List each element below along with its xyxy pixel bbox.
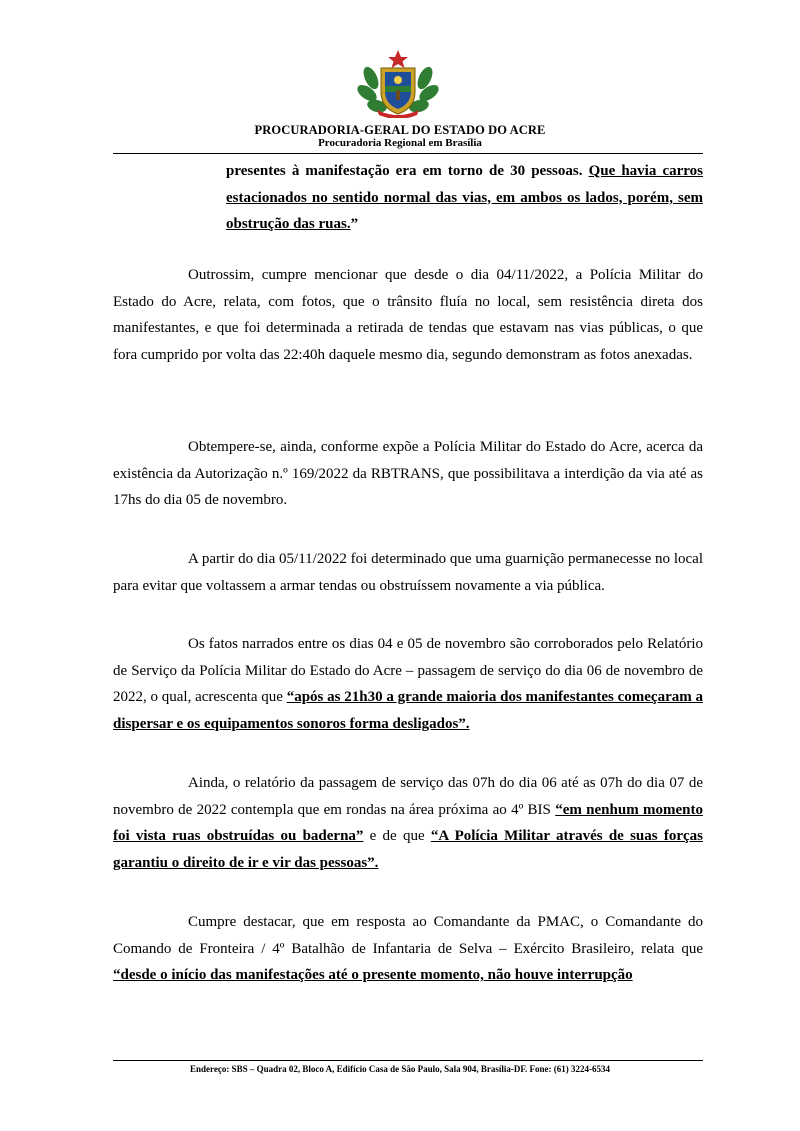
footer-address: Endereço: SBS – Quadra 02, Bloco A, Edifício Casa de São Paulo, Sala 904, Brasília-DF. Fone: (61) 3224-6534 <box>189 1064 611 1074</box>
paragraph-6 <box>113 909 703 989</box>
paragraph-4 <box>113 631 703 737</box>
paragraph-2-text: Obtempere-se, ainda, conforme expõe a Polícia Militar do Estado do Acre, acerca da existência da Autorização n.º 169/2022 da RBTRANS, que possibilitava a interdição da via até as 17hs do dia 05 de novembro. <box>113 439 703 508</box>
organization-subtitle: Procuradoria Regional em Brasília <box>318 137 482 149</box>
paragraph-5 <box>113 770 703 876</box>
paragraph-5-connector: e de que <box>363 828 431 844</box>
quote-closing-mark: ” <box>350 216 359 232</box>
footer-divider <box>113 1060 703 1061</box>
paragraph-5-citation-2: “A Polícia Militar através de suas forças garantiu o direito de ir e vir das pessoas”. <box>113 828 703 871</box>
paragraph-4-text: Os fatos narrados entre os dias 04 e 05 de novembro são corroborados pelo Relatório de Serviço da Polícia Militar do Estado do Acre – passagem de serviço do dia 06 de novembro de 2022, o qual, acrescenta que <box>113 636 703 705</box>
quote-continuation <box>226 158 703 238</box>
coat-of-arms-icon <box>357 48 439 118</box>
paragraph-5-text: Ainda, o relatório da passagem de serviço das 07h do dia 06 até as 07h do dia 07 de novembro de 2022 contempla que em rondas na área próxima ao 4º BIS <box>113 775 703 818</box>
paragraph-6-citation: “desde o início das manifestações até o presente momento, não houve interrupção <box>113 967 633 983</box>
quote-underlined-text: Que havia carros estacionados no sentido normal das vias, em ambos os lados, porém, sem obstrução das ruas. <box>226 163 703 232</box>
header-divider <box>113 153 703 154</box>
organization-title: PROCURADORIA-GERAL DO ESTADO DO ACRE <box>254 123 546 137</box>
paragraph-5-citation-1: “em nenhum momento foi vista ruas obstruídas ou baderna” <box>113 801 703 844</box>
paragraph-1-text: Outrossim, cumpre mencionar que desde o dia 04/11/2022, a Polícia Militar do Estado do Acre, relata, com fotos, que o trânsito fluía no local, sem resistência direta dos manifestantes, e que foi determinada a retirada de tendas que estavam nas vias públicas, o que fora cumprido por volta das 22:40h daquele mesmo dia, segundo demonstram as fotos anexadas. <box>113 267 703 363</box>
paragraph-4-citation: “após as 21h30 a grande maioria dos manifestantes começaram a dispersar e os equipamentos sonoros forma desligados”. <box>113 689 703 732</box>
paragraph-6-text: Cumpre destacar, que em resposta ao Comandante da PMAC, o Comandante do Comando de Fronteira / 4º Batalhão de Infantaria de Selva – Exército Brasileiro, relata que <box>113 914 703 957</box>
paragraph-3-text: A partir do dia 05/11/2022 foi determinado que uma guarnição permanecesse no local para evitar que voltassem a armar tendas ou obstruíssem novamente a via pública. <box>113 551 703 594</box>
paragraph-3 <box>113 546 703 599</box>
paragraph-1 <box>113 262 703 368</box>
quote-text: presentes à manifestação era em torno de 30 pessoas. <box>226 163 589 179</box>
paragraph-2 <box>113 434 703 514</box>
